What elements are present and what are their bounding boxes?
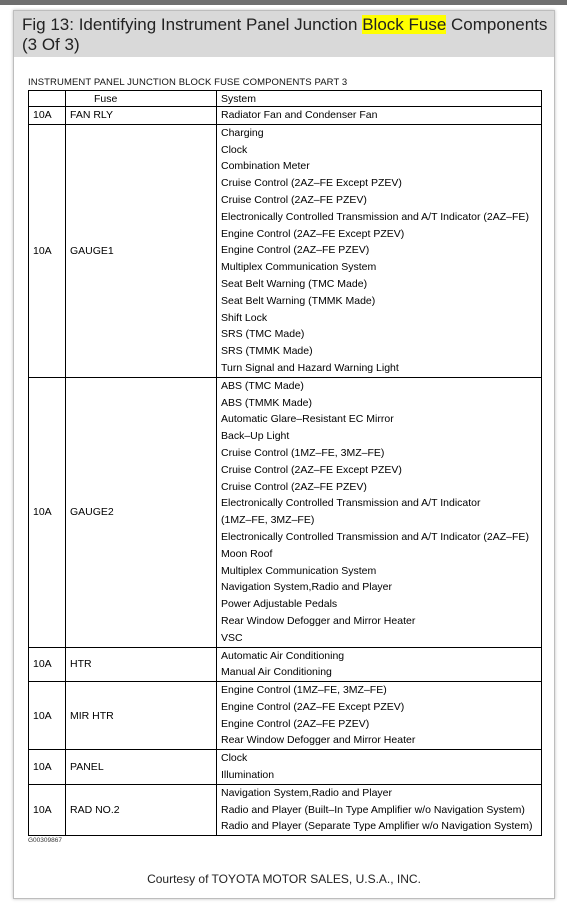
top-bar: [0, 0, 567, 5]
system-item: Charging: [221, 126, 264, 139]
fuse-amperage: 10A: [29, 750, 66, 785]
fuse-name: PANEL: [66, 750, 217, 785]
figure-code: G00309867: [28, 837, 62, 844]
fuse-table: [28, 90, 542, 836]
system-item: Clock: [221, 143, 248, 156]
system-item: Seat Belt Warning (TMMK Made): [221, 294, 376, 307]
system-item: Manual Air Conditioning: [221, 666, 332, 679]
table-row: [29, 124, 542, 377]
system-item: Shift Lock: [221, 311, 268, 324]
system-item: Moon Roof: [221, 547, 273, 560]
system-item: VSC: [221, 631, 243, 644]
system-item: Back–Up Light: [221, 430, 290, 443]
system-item: Radio and Player (Built–In Type Amplifier w/o Navigation System): [221, 803, 525, 816]
caption-text-before: Fig 13: Identifying Instrument Panel Junction: [22, 15, 363, 34]
system-item: Illumination: [221, 769, 275, 782]
system-item: Clock: [221, 752, 248, 765]
fuse-systems: [217, 107, 542, 125]
table-header-row: [29, 91, 542, 107]
system-item: Electronically Controlled Transmission and A/T Indicator (2AZ–FE): [221, 530, 529, 543]
fuse-amperage: 10A: [29, 682, 66, 750]
fuse-systems: [217, 647, 542, 682]
system-item: Automatic Air Conditioning: [221, 649, 345, 662]
header-amp: [29, 91, 66, 107]
system-item: Engine Control (2AZ–FE PZEV): [221, 717, 370, 730]
system-item: Cruise Control (2AZ–FE PZEV): [221, 480, 367, 493]
system-item: Cruise Control (2AZ–FE Except PZEV): [221, 463, 402, 476]
table-row: [29, 750, 542, 785]
fuse-amperage: 10A: [29, 647, 66, 682]
caption-highlight: Block Fuse: [362, 15, 447, 34]
system-item: Power Adjustable Pedals: [221, 598, 338, 611]
system-item: Rear Window Defogger and Mirror Heater: [221, 734, 416, 747]
table-row: [29, 682, 542, 750]
system-item: Cruise Control (1MZ–FE, 3MZ–FE): [221, 446, 385, 459]
system-item: Engine Control (2AZ–FE Except PZEV): [221, 227, 405, 240]
system-item: Automatic Glare–Resistant EC Mirror: [221, 413, 394, 426]
fuse-name: MIR HTR: [66, 682, 217, 750]
system-item: Rear Window Defogger and Mirror Heater: [221, 614, 416, 627]
system-item: Radiator Fan and Condenser Fan: [221, 109, 378, 121]
system-item: Cruise Control (2AZ–FE Except PZEV): [221, 177, 402, 190]
figure-caption: [14, 11, 554, 57]
fuse-name: HTR: [66, 647, 217, 682]
fuse-name: GAUGE1: [66, 124, 217, 377]
system-item: Navigation System,Radio and Player: [221, 581, 393, 594]
system-item: Electronically Controlled Transmission and A/T Indicator: [221, 497, 481, 510]
table-row: [29, 784, 542, 835]
fuse-systems: [217, 750, 542, 785]
system-item: Engine Control (1MZ–FE, 3MZ–FE): [221, 684, 387, 697]
fuse-name: RAD NO.2: [66, 784, 217, 835]
system-item: ABS (TMMK Made): [221, 396, 313, 409]
system-item: (1MZ–FE, 3MZ–FE): [221, 514, 315, 527]
system-item: Engine Control (2AZ–FE PZEV): [221, 244, 370, 257]
header-fuse: Fuse: [66, 91, 217, 107]
table-row: [29, 377, 542, 647]
system-item: Radio and Player (Separate Type Amplifier w/o Navigation System): [221, 820, 533, 833]
courtesy-note: Courtesy of TOYOTA MOTOR SALES, U.S.A., INC.: [147, 872, 421, 886]
fuse-systems: [217, 124, 542, 377]
fuse-amperage: 10A: [29, 124, 66, 377]
fuse-amperage: 10A: [29, 377, 66, 647]
system-item: Multiplex Communication System: [221, 261, 377, 274]
table-row: [29, 647, 542, 682]
fuse-name: GAUGE2: [66, 377, 217, 647]
header-system: System: [217, 91, 542, 107]
system-item: ABS (TMC Made): [221, 379, 304, 392]
system-item: Engine Control (2AZ–FE Except PZEV): [221, 700, 405, 713]
system-item: SRS (TMMK Made): [221, 345, 313, 358]
system-item: Navigation System,Radio and Player: [221, 786, 393, 799]
table-row: [29, 107, 542, 125]
fuse-systems: [217, 377, 542, 647]
system-item: Combination Meter: [221, 160, 310, 173]
fuse-name: FAN RLY: [66, 107, 217, 125]
system-item: Electronically Controlled Transmission and A/T Indicator (2AZ–FE): [221, 210, 529, 223]
system-item: Cruise Control (2AZ–FE PZEV): [221, 193, 367, 206]
table-subtitle: INSTRUMENT PANEL JUNCTION BLOCK FUSE COMPONENTS PART 3: [28, 77, 348, 88]
fuse-amperage: 10A: [29, 784, 66, 835]
system-item: SRS (TMC Made): [221, 328, 305, 341]
figure-frame: [13, 10, 555, 899]
system-item: Seat Belt Warning (TMC Made): [221, 277, 368, 290]
fuse-systems: [217, 784, 542, 835]
fuse-amperage: 10A: [29, 107, 66, 125]
system-item: Multiplex Communication System: [221, 564, 377, 577]
system-item: Turn Signal and Hazard Warning Light: [221, 361, 399, 374]
caption-text-after: Components (3 Of 3): [22, 15, 548, 54]
fuse-systems: [217, 682, 542, 750]
